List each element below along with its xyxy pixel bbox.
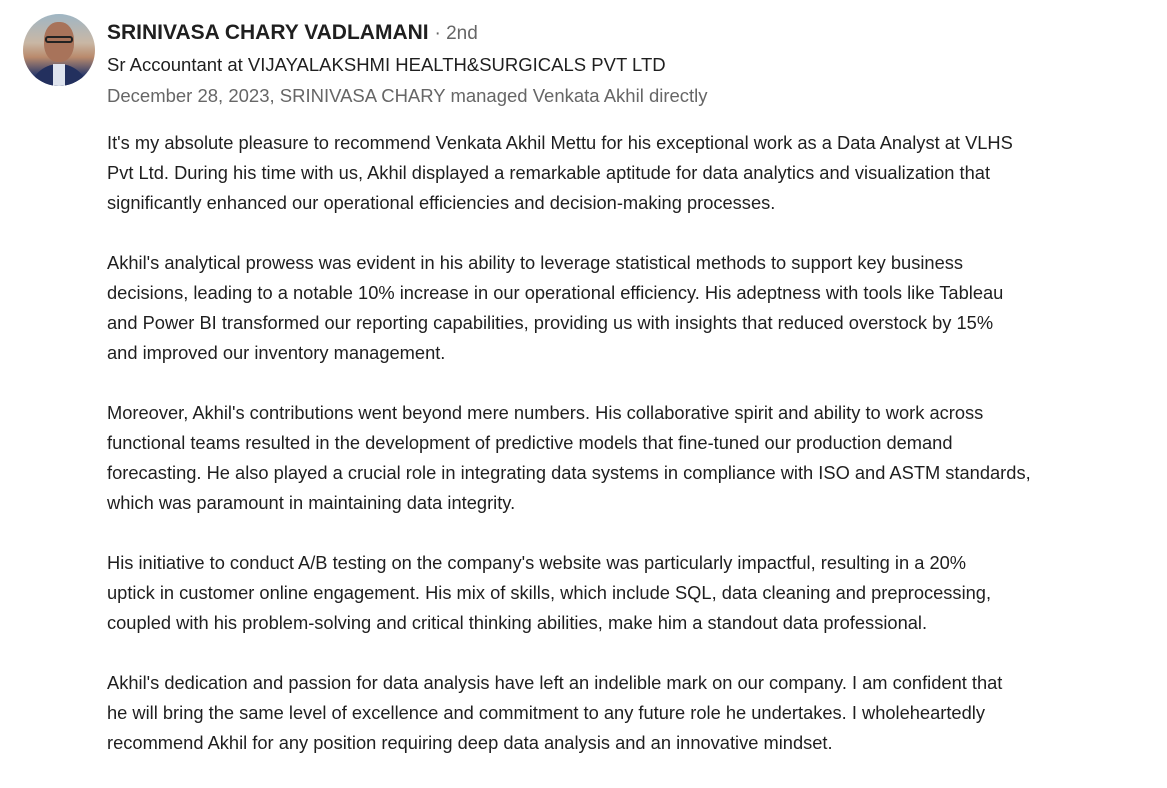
recommendation-paragraph [107, 248, 1031, 368]
paragraph-line: His initiative to conduct A/B testing on the company's website was particularly impactful, resulting in a 20% [107, 552, 967, 573]
paragraph-line: uptick in customer online engagement. His mix of skills, which include SQL, data cleaning and preprocessing, [107, 582, 992, 603]
name-row [107, 18, 708, 49]
paragraph-line: Akhil's dedication and passion for data analysis have left an indelible mark on our company. I am confident that [107, 672, 1003, 693]
paragraph-line: and Power BI transformed our reporting capabilities, providing us with insights that reduced overstock by 15% [107, 312, 994, 333]
recommender-avatar[interactable] [23, 14, 95, 86]
paragraph-line: and improved our inventory management. [107, 342, 446, 363]
recommendation-text [107, 128, 1031, 788]
avatar-shirt [53, 64, 65, 86]
paragraph-line: Moreover, Akhil's contributions went beyond mere numbers. His collaborative spirit and ability to work across [107, 402, 984, 423]
paragraph-line: It's my absolute pleasure to recommend Venkata Akhil Mettu for his exceptional work as a Data Analyst at VLHS [107, 132, 1013, 153]
paragraph-line: decisions, leading to a notable 10% increase in our operational efficiency. His adeptness with tools like Tableau [107, 282, 1004, 303]
recommender-headline: Sr Accountant at VIJAYALAKSHMI HEALTH&SURGICALS PVT LTD [107, 54, 666, 75]
paragraph-line: Akhil's analytical prowess was evident in his ability to leverage statistical methods to support key business [107, 252, 964, 273]
recommendation-paragraph [107, 398, 1031, 518]
paragraph-line: coupled with his problem-solving and critical thinking abilities, make him a standout data professional. [107, 612, 928, 633]
recommendation-meta: December 28, 2023, SRINIVASA CHARY managed Venkata Akhil directly [107, 85, 708, 106]
paragraph-line: forecasting. He also played a crucial role in integrating data systems in compliance with ISO and ASTM standards, [107, 462, 1031, 483]
paragraph-line: which was paramount in maintaining data integrity. [107, 492, 516, 513]
recommender-name[interactable]: SRINIVASA CHARY VADLAMANI [107, 21, 429, 44]
recommendation-paragraph [107, 128, 1031, 218]
connection-degree: · 2nd [434, 23, 478, 44]
recommendation-paragraph [107, 668, 1031, 758]
avatar-glasses [45, 36, 73, 43]
paragraph-line: he will bring the same level of excellence and commitment to any future role he undertakes. I wholeheartedly [107, 702, 985, 723]
paragraph-line: significantly enhanced our operational efficiencies and decision-making processes. [107, 192, 776, 213]
paragraph-line: recommend Akhil for any position requiring deep data analysis and an innovative mindset. [107, 732, 833, 753]
paragraph-line: functional teams resulted in the development of predictive models that fine-tuned our production demand [107, 432, 953, 453]
paragraph-line: Pvt Ltd. During his time with us, Akhil displayed a remarkable aptitude for data analytics and visualization that [107, 162, 991, 183]
recommendation-header [107, 18, 708, 111]
recommendation-paragraph [107, 548, 1031, 638]
